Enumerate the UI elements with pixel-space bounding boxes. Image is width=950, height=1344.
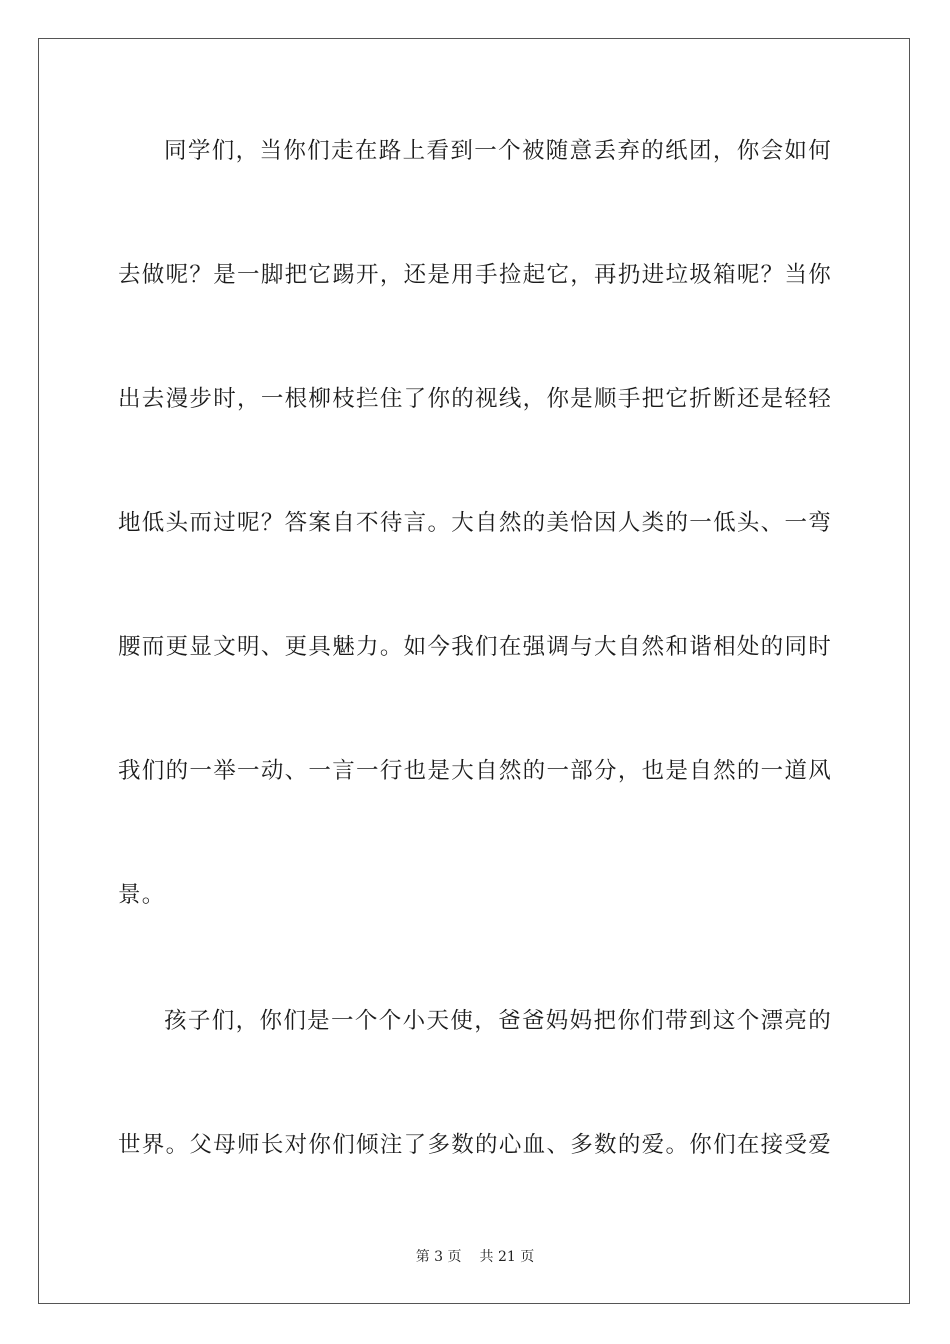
text-line: 同学们，当你们走在路上看到一个被随意丢弃的纸团，你会如何	[164, 138, 832, 164]
text-line: 去做呢？是一脚把它踢开，还是用手捡起它，再扔进垃圾箱呢？当你	[118, 262, 832, 288]
total-pages: 共 21 页	[479, 1249, 535, 1265]
page-footer	[0, 1248, 950, 1266]
text-line: 出去漫步时，一根柳枝拦住了你的视线，你是顺手把它折断还是轻轻	[118, 386, 832, 412]
text-line: 景。	[118, 882, 166, 908]
text-line: 地低头而过呢？答案自不待言。大自然的美恰因人类的一低头、一弯	[118, 510, 832, 536]
page-border	[38, 38, 910, 1304]
text-line: 我们的一举一动、一言一行也是大自然的一部分，也是自然的一道风	[118, 758, 832, 784]
page-number: 第 3 页	[415, 1249, 462, 1265]
text-line: 世界。父母师长对你们倾注了多数的心血、多数的爱。你们在接受爱	[118, 1132, 832, 1158]
text-line: 孩子们，你们是一个个小天使，爸爸妈妈把你们带到这个漂亮的	[164, 1008, 832, 1034]
text-line: 腰而更显文明、更具魅力。如今我们在强调与大自然和谐相处的同时	[118, 634, 832, 660]
